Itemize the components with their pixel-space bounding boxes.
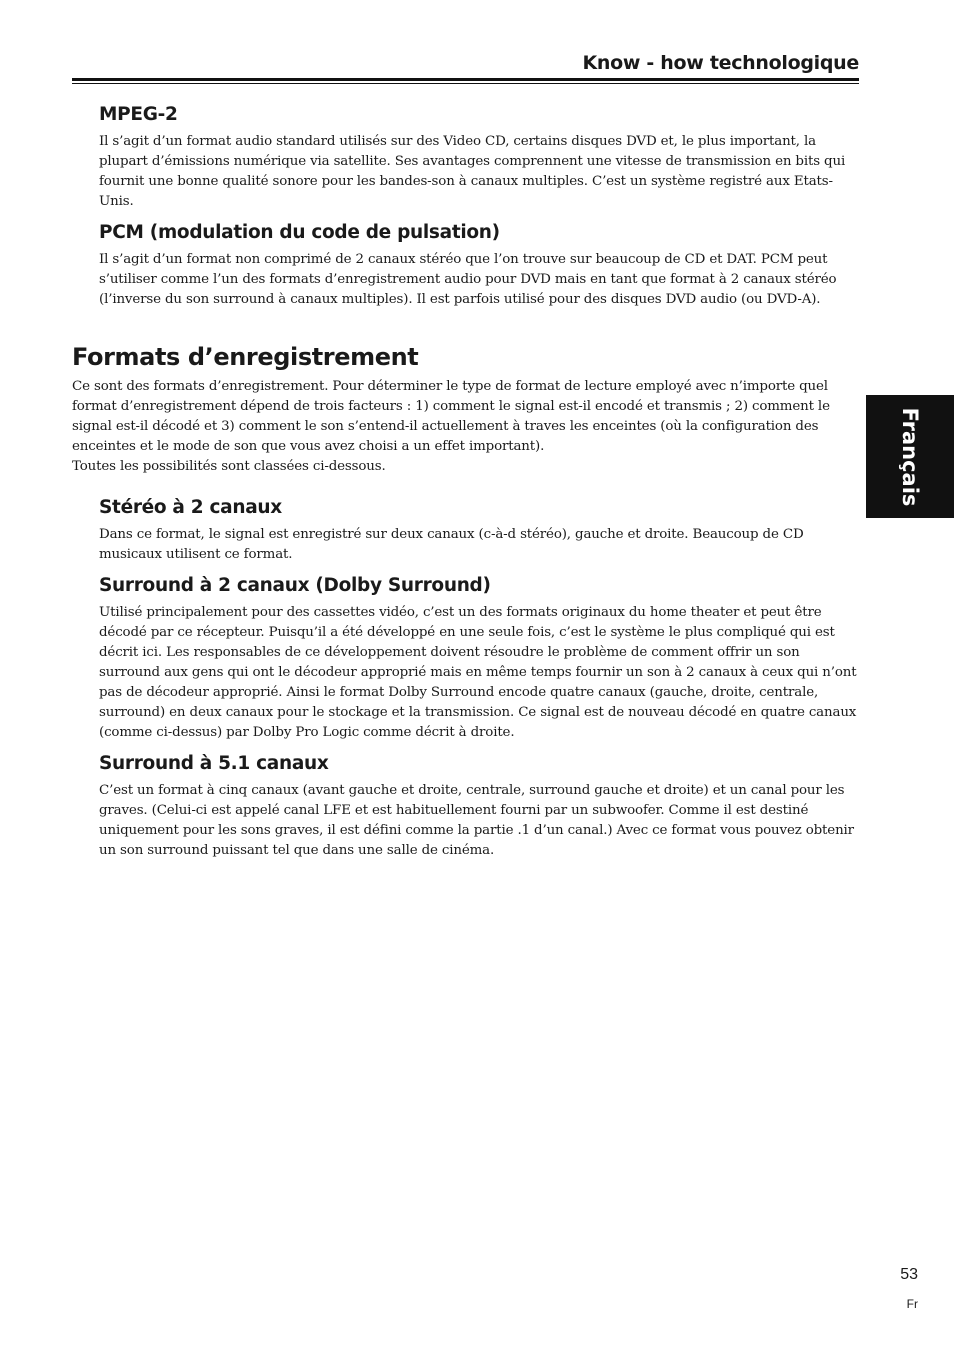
formats-body-note: Toutes les possibilités sont classées ci-dessous. xyxy=(72,459,386,474)
language-side-tab xyxy=(866,395,954,518)
pcm-heading: PCM (modulation du code de pulsation) xyxy=(99,222,500,243)
formats-heading: Formats d’enregistrement xyxy=(72,343,419,371)
dolby-surround-body: Utilisé principalement pour des cassettes vidéo, c’est un des formats originaux du home theater et peut être décodé par ce récepteur. Puisqu’il a été développé en une seule fois, c’est le système le plus compliqué qui est décrit ici. Les responsables de ce développement doivent résoudre le problème de comment offrir un son surround aux gens qui ont le décodeur approprié mais en même temps fournir un son à 2 canaux à ceux qui n’ont pas de décodeur approprié. Ainsi le format Dolby Surround encode quatre canaux (gauche, droite, centrale, surround) en deux canaux pour le stockage et la transmission. Ce signal est de nouveau décodé en quatre canaux (comme ci-dessus) par Dolby Pro Logic comme décrit à droite. xyxy=(99,605,857,740)
mpeg2-body: Il s’agit d’un format audio standard utilisés sur des Video CD, certains disques DVD et, le plus important, la plupart d’émissions numérique via satellite. Ses avantages comprennent une vitesse de transmission en bits qui fournit une bonne qualité sonore pour les bandes-son à canaux multiples. C’est un système registré aux Etats-Unis. xyxy=(99,134,846,209)
running-header-title: Know - how technologique xyxy=(582,52,859,74)
surround51-heading: Surround à 5.1 canaux xyxy=(99,753,329,774)
language-side-tab-label: Français xyxy=(898,407,922,506)
dolby-surround-heading: Surround à 2 canaux (Dolby Surround) xyxy=(99,575,491,596)
surround51-body: C’est un format à cinq canaux (avant gauche et droite, centrale, surround gauche et droite) et un canal pour les graves. (Celui-ci est appelé canal LFE et est habituellement fourni par un subwoofer. Comme il est destiné uniquement pour les sons graves, il est défini comme la partie .1 d’un canal.) Avec ce format vous pouvez obtenir un son surround puissant tel que dans une salle de cinéma. xyxy=(99,783,854,858)
header-rule-thin xyxy=(72,83,859,84)
header-rule-thick xyxy=(72,78,859,81)
formats-body: Ce sont des formats d’enregistrement. Pour déterminer le type de format de lecture employé avec n’importe quel format d’enregistrement dépend de trois facteurs : 1) comment le signal est-il encodé et transmis ; 2) comment le signal est-il décodé et 3) comment le son s’entend-il actuellement à traves les enceintes (où la configuration des enceintes et le mode de son que vous avez choisi a un effet important). xyxy=(72,379,830,454)
page-language-code: Fr xyxy=(906,1297,918,1311)
page-number: 53 xyxy=(900,1266,918,1283)
mpeg2-heading: MPEG-2 xyxy=(99,104,178,125)
pcm-body: Il s’agit d’un format non comprimé de 2 canaux stéréo que l’on trouve sur beaucoup de CD et DAT. PCM peut s’utiliser comme l’un des formats d’enregistrement audio pour DVD mais en tant que format à 2 canaux stéréo (l’inverse du son surround à canaux multiples). Il est parfois utilisé pour des disques DVD audio (ou DVD-A). xyxy=(99,252,837,307)
stereo-body: Dans ce format, le signal est enregistré sur deux canaux (c-à-d stéréo), gauche et droite. Beaucoup de CD musicaux utilisent ce format. xyxy=(99,527,804,562)
stereo-heading: Stéréo à 2 canaux xyxy=(99,497,282,518)
